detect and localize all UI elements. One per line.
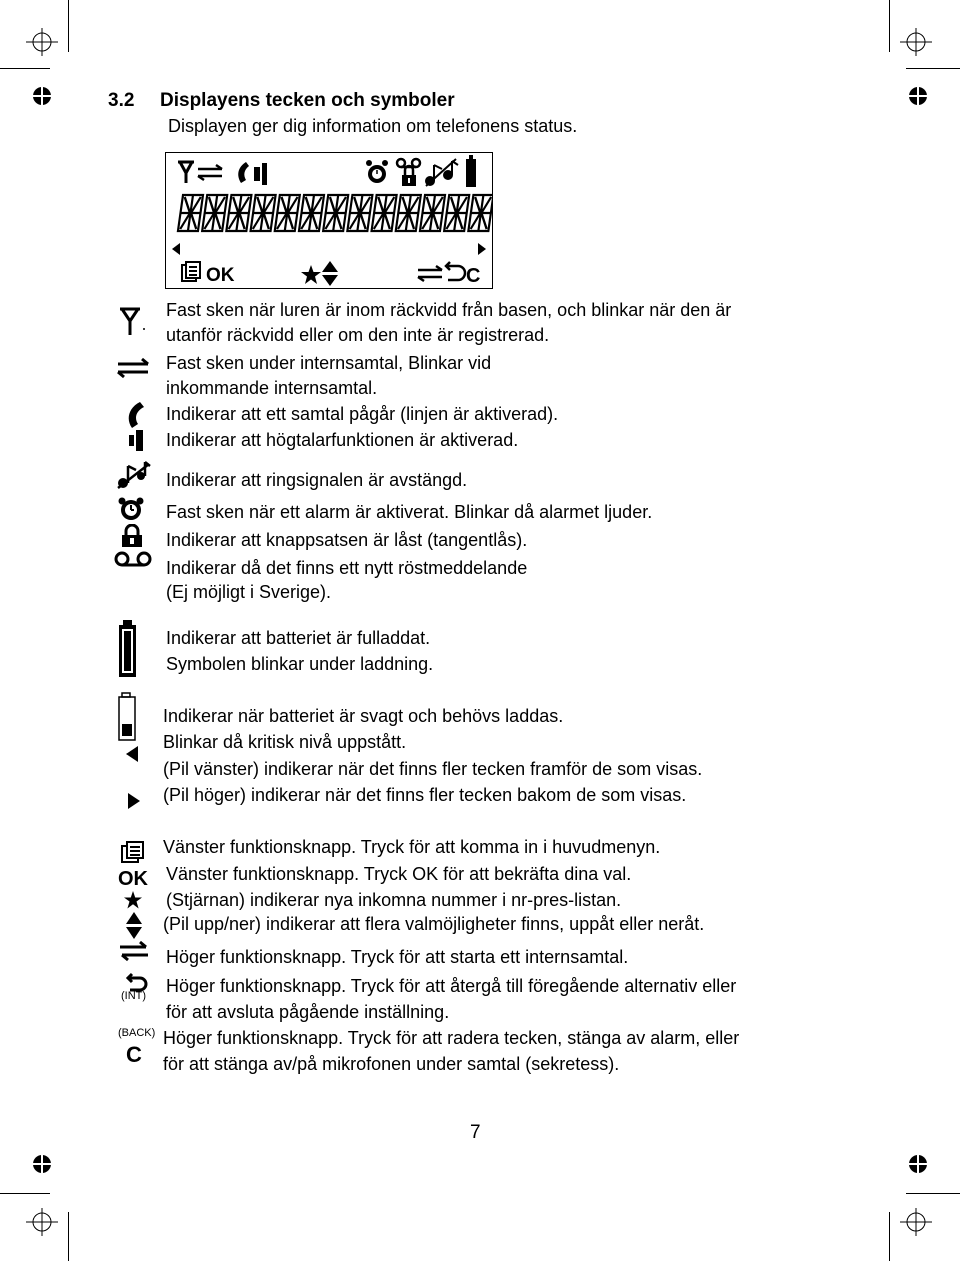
- display-segment-char: [251, 195, 276, 231]
- display-battery-icon: [466, 155, 476, 187]
- display-segment-char: [299, 195, 324, 231]
- crop-line-right-bottom: [889, 1212, 890, 1261]
- battery-full-icon: [117, 619, 139, 679]
- registration-mark-bottom-right: [896, 1206, 936, 1238]
- crop-line-bottom-left: [0, 1193, 50, 1194]
- section-number: 3.2: [108, 90, 135, 111]
- crop-line-top-right: [906, 68, 960, 69]
- back-label: (BACK): [118, 1027, 156, 1039]
- display-alarm-icon: [366, 160, 388, 183]
- section-title: Displayens tecken och symboler: [160, 90, 455, 111]
- page-number: 7: [470, 1122, 481, 1143]
- ringer-off-icon: [116, 460, 152, 490]
- battery-low-icon: [117, 692, 141, 742]
- handset-icon: [126, 400, 152, 430]
- text-line: inkommande internsamtal.: [166, 378, 378, 398]
- quadrant-mark-top-right: [908, 86, 928, 106]
- display-graphic: [166, 153, 492, 287]
- text-line: Vänster funktionsknapp. Tryck för att komma in i huvudmenyn.: [163, 837, 661, 857]
- display-int-icon: [418, 266, 442, 281]
- antenna-icon: [118, 303, 148, 337]
- arrow-right-icon: [126, 792, 142, 810]
- display-antenna-icon: [178, 162, 194, 183]
- text-line: Indikerar att batteriet är fulladdat.: [166, 628, 431, 648]
- quadrant-mark-top-left: [32, 86, 52, 106]
- text-line: Fast sken när ett alarm är aktiverat. Blinkar då alarmet ljuder.: [166, 502, 653, 522]
- text-line: utanför räckvidd eller om den inte är registrerad.: [166, 325, 550, 345]
- voicemail-icon: [114, 551, 152, 571]
- crop-line-top-left: [0, 68, 50, 69]
- intercom-icon: [116, 356, 152, 380]
- display-speaker-icon: [254, 163, 267, 185]
- display-segment-char: [226, 195, 251, 231]
- display-segment-row: [178, 195, 492, 231]
- text-line: Fast sken när luren är inom räckvidd från basen, och blinkar när den är: [166, 300, 732, 320]
- display-handset-icon: [238, 162, 249, 183]
- display-illustration: [165, 152, 493, 289]
- registration-mark-bottom-left: [22, 1206, 62, 1238]
- text-line: Indikerar att knappsatsen är låst (tangentlås).: [166, 530, 528, 550]
- quadrant-mark-bottom-left: [32, 1154, 52, 1174]
- display-c-label: C: [466, 265, 481, 287]
- display-segment-char: [396, 195, 421, 231]
- display-segment-char: [444, 195, 469, 231]
- arrow-left-icon: [124, 745, 140, 763]
- text-line: (Pil upp/ner) indikerar att flera valmöjligheter finns, uppåt eller neråt.: [163, 914, 705, 934]
- text-line: Symbolen blinkar under laddning.: [166, 654, 434, 674]
- text-line: Höger funktionsknapp. Tryck för att starta ett internsamtal.: [166, 947, 629, 967]
- crop-line-left-top: [68, 0, 69, 52]
- display-ok-label: OK: [206, 265, 235, 286]
- up-down-icon: [125, 912, 143, 940]
- section-intro: Displayen ger dig information om telefonens status.: [168, 116, 578, 136]
- registration-mark-top-right: [896, 26, 936, 58]
- display-up-down-icon: [322, 261, 338, 286]
- crop-line-bottom-right: [906, 1193, 960, 1194]
- display-segment-char: [372, 195, 397, 231]
- text-line: Indikerar att högtalarfunktionen är aktiverad.: [166, 430, 519, 450]
- display-arrow-left-icon: [172, 243, 180, 255]
- crop-line-left-bottom: [68, 1212, 69, 1261]
- text-line: Fast sken under internsamtal, Blinkar vid: [166, 353, 492, 373]
- display-segment-char: [347, 195, 372, 231]
- display-star-icon: [301, 265, 321, 284]
- text-line: Vänster funktionsknapp. Tryck OK för att bekräfta dina val.: [166, 864, 632, 884]
- crop-line-right-top: [889, 0, 890, 52]
- menu-icon: [120, 840, 146, 864]
- lock-icon: [120, 524, 144, 548]
- text-line: Indikerar då det finns ett nytt röstmeddelande: [166, 558, 528, 578]
- text-line: för att avsluta pågående inställning.: [166, 1002, 450, 1022]
- text-line: (Pil höger) indikerar när det finns fler tecken bakom de som visas.: [163, 785, 687, 805]
- display-intercom-icon: [198, 165, 222, 180]
- display-segment-char: [178, 195, 203, 231]
- display-lock-icon: [402, 166, 416, 186]
- ok-icon: OK: [118, 868, 148, 890]
- display-back-icon: [446, 262, 465, 280]
- speaker-icon: [128, 428, 146, 452]
- text-line: (Pil vänster) indikerar när det finns fler tecken framför de som visas.: [163, 759, 703, 779]
- section-heading: [108, 90, 455, 112]
- registration-mark-top-left: [22, 26, 62, 58]
- text-line: Indikerar att ringsignalen är avstängd.: [166, 470, 468, 490]
- back-icon: [126, 972, 148, 992]
- display-segment-char: [468, 195, 492, 231]
- display-segment-char: [420, 195, 445, 231]
- text-line: för att stänga av/på mikrofonen under samtal (sekretess).: [163, 1054, 620, 1074]
- text-line: (Stjärnan) indikerar nya inkomna nummer i nr-pres-listan.: [166, 890, 622, 910]
- display-segment-char: [275, 195, 300, 231]
- text-line: Indikerar när batteriet är svagt och behövs laddas.: [163, 706, 564, 726]
- display-arrow-right-icon: [478, 243, 486, 255]
- display-segment-char: [202, 195, 227, 231]
- text-line: Höger funktionsknapp. Tryck för att radera tecken, stänga av alarm, eller: [163, 1028, 740, 1048]
- text-line: (Ej möjligt i Sverige).: [166, 582, 332, 602]
- display-ringer-off-icon: [426, 159, 458, 186]
- display-menu-icon: [182, 262, 200, 281]
- int-label: (INT): [121, 990, 147, 1002]
- alarm-icon: [118, 496, 144, 522]
- quadrant-mark-bottom-right: [908, 1154, 928, 1174]
- star-icon: [124, 891, 142, 909]
- int-icon: [118, 940, 150, 962]
- text-line: Indikerar att ett samtal pågår (linjen är aktiverad).: [166, 404, 559, 424]
- text-line: Höger funktionsknapp. Tryck för att återgå till föregående alternativ eller: [166, 976, 737, 996]
- display-segment-char: [323, 195, 348, 231]
- c-icon: C: [126, 1042, 142, 1067]
- text-line: Blinkar då kritisk nivå uppstått.: [163, 732, 407, 752]
